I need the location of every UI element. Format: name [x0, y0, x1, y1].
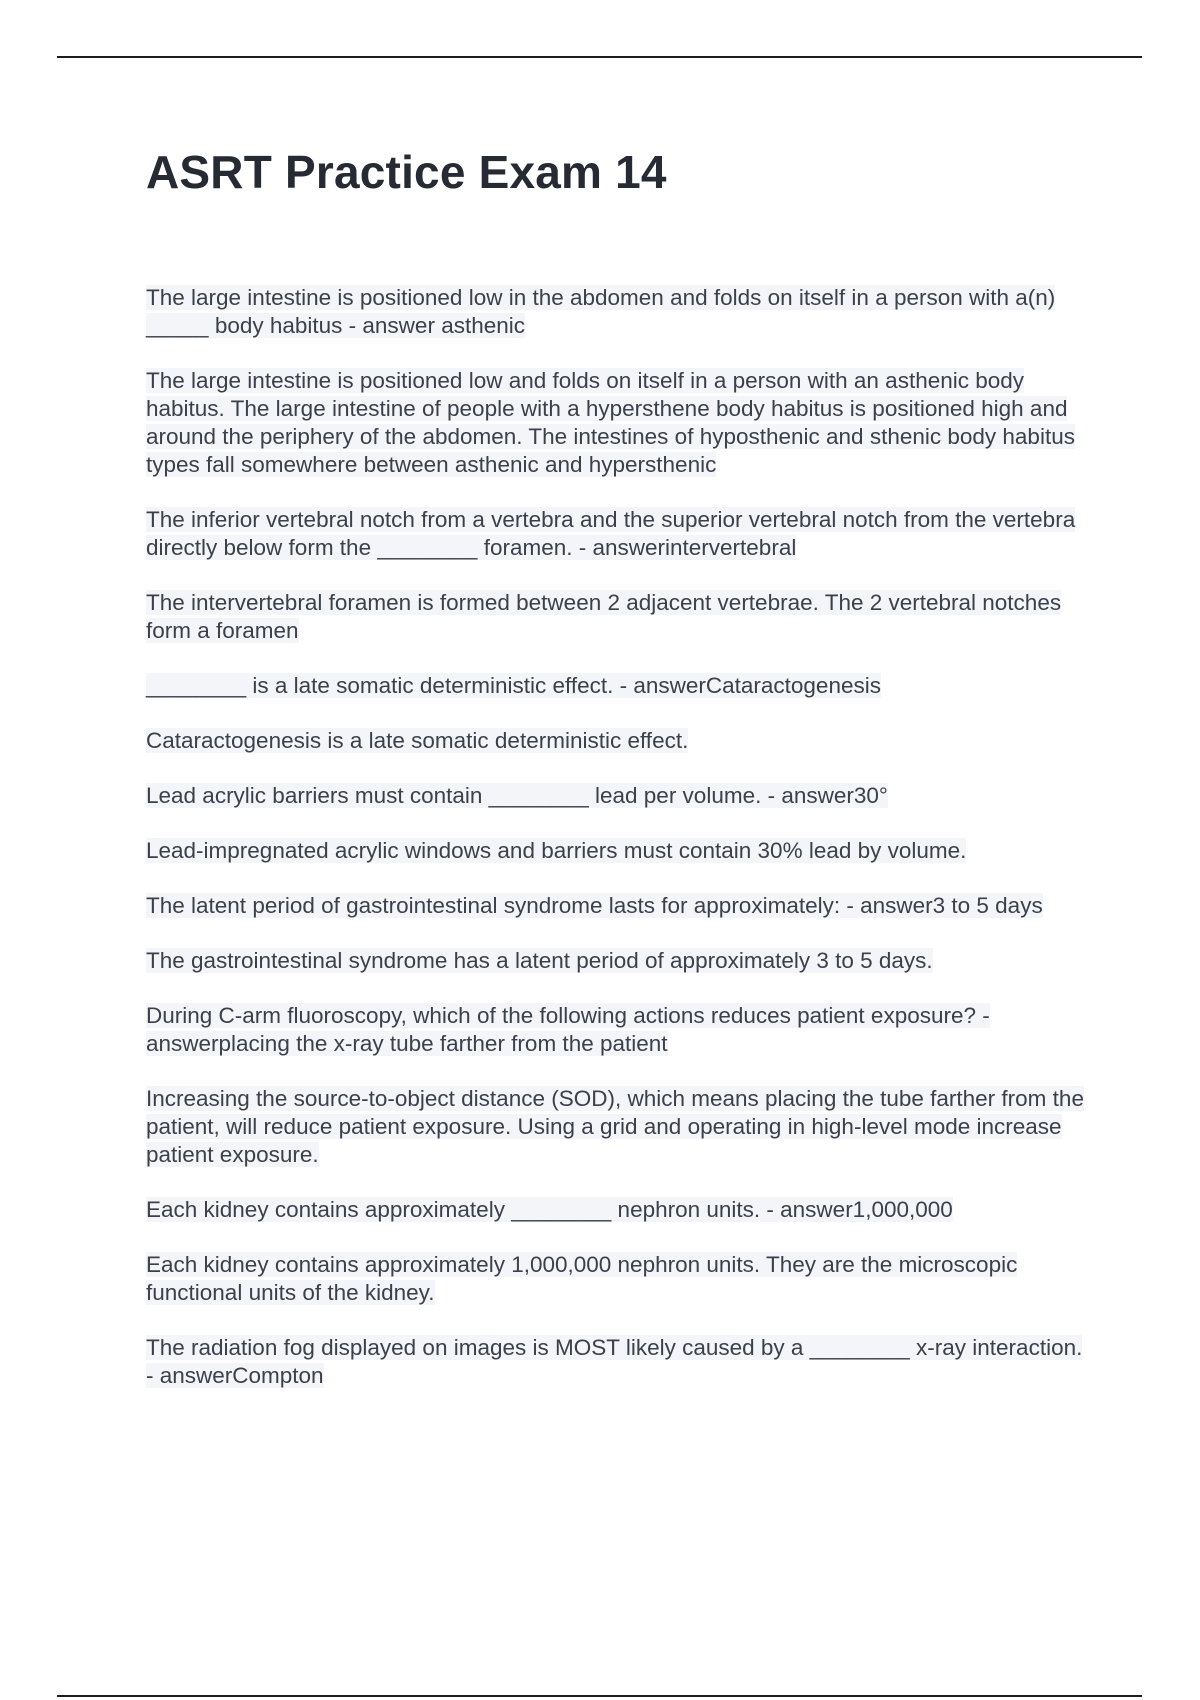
question-7: Each kidney contains approximately ________ nephron units. - answer1,000,000 — [146, 1197, 953, 1222]
question-3: ________ is a late somatic deterministic effect. - answerCataractogenesis — [146, 673, 881, 698]
explanation-4: Lead-impregnated acrylic windows and barriers must contain 30% lead by volume. — [146, 838, 967, 863]
question-1: The large intestine is positioned low in the abdomen and folds on itself in a person with a(n) _____ body habitus - answer asthenic — [146, 285, 1056, 338]
question-8: The radiation fog displayed on images is MOST likely caused by a ________ x-ray interaction. - answerCompton — [146, 1335, 1083, 1388]
explanation-1: The large intestine is positioned low and folds on itself in a person with an asthenic body habitus. The large intestine of people with a hypersthene body habitus is positioned high and around the periphery of the abdomen. The intestines of hyposthenic and sthenic body habitus types fall somewhere between asthenic and hypersthenic — [146, 368, 1075, 477]
explanation-7: Each kidney contains approximately 1,000,000 nephron units. They are the microscopic functional units of the kidney. — [146, 1252, 1018, 1305]
top-divider — [57, 56, 1142, 58]
question-6: During C-arm fluoroscopy, which of the following actions reduces patient exposure? - answerplacing the x-ray tube farther from the patient — [146, 1003, 990, 1056]
explanation-5: The gastrointestinal syndrome has a latent period of approximately 3 to 5 days. — [146, 948, 933, 973]
explanation-2: The intervertebral foramen is formed between 2 adjacent vertebrae. The 2 vertebral notches form a foramen — [146, 590, 1062, 643]
question-2: The inferior vertebral notch from a vertebra and the superior vertebral notch from the vertebra directly below form the ________ foramen. - answerintervertebral — [146, 507, 1076, 560]
page-title: ASRT Practice Exam 14 — [146, 146, 667, 198]
explanation-6: Increasing the source-to-object distance (SOD), which means placing the tube farther from the patient, will reduce patient exposure. Using a grid and operating in high-level mode increase patient exposure. — [146, 1086, 1084, 1167]
question-list — [146, 284, 1086, 1417]
bottom-divider — [57, 1695, 1142, 1697]
question-4: Lead acrylic barriers must contain ________ lead per volume. - answer30° — [146, 783, 888, 808]
explanation-3: Cataractogenesis is a late somatic deterministic effect. — [146, 728, 689, 753]
question-5: The latent period of gastrointestinal syndrome lasts for approximately: - answer3 to 5 days — [146, 893, 1043, 918]
